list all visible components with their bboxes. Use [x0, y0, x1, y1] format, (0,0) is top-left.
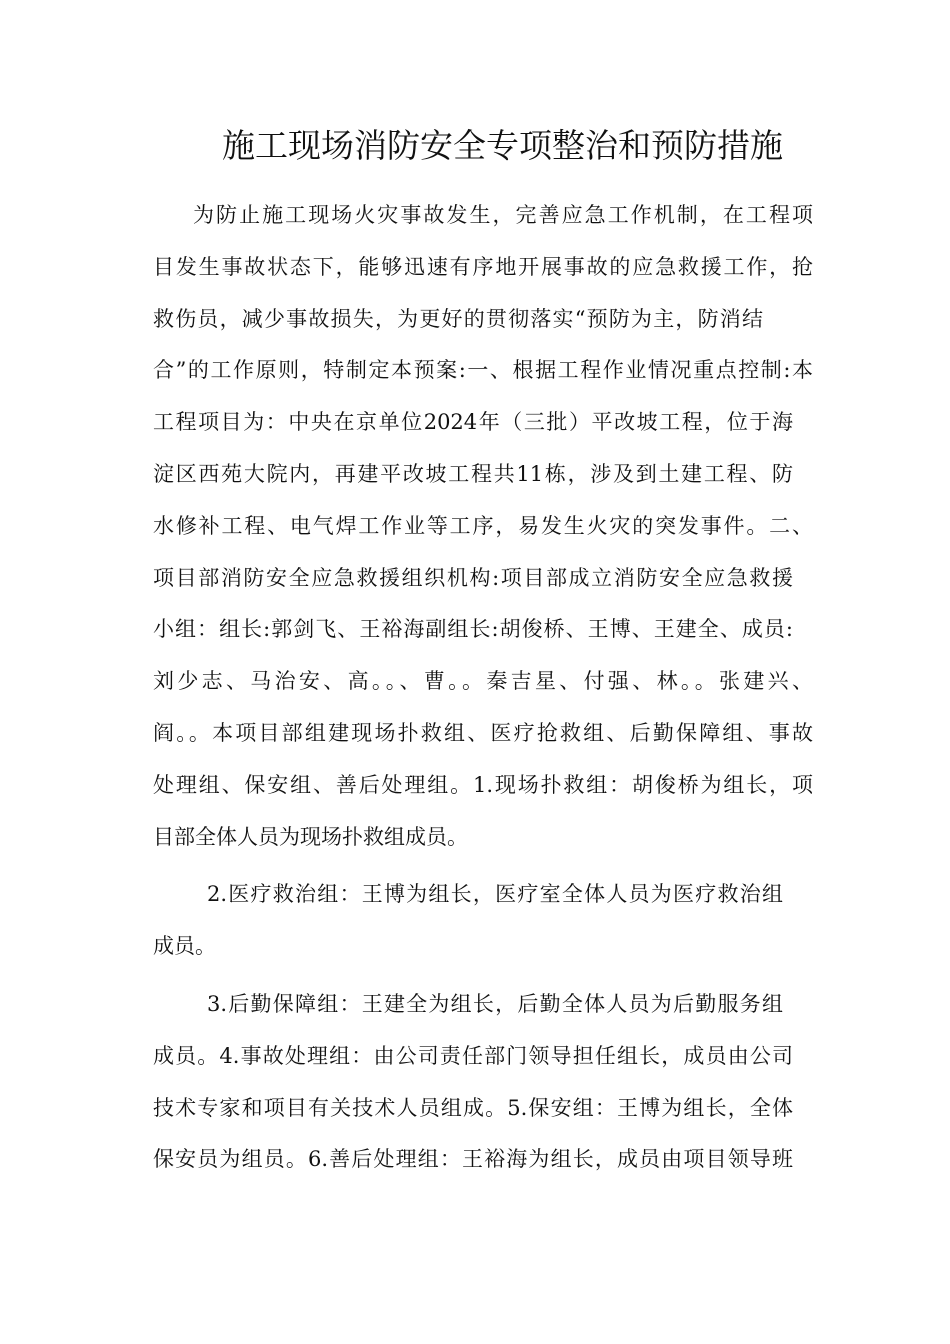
- body-line: 小组：组长:郭剑飞、王裕海副组长:胡俊桥、王博、王建全、成员:: [153, 617, 793, 642]
- body-line: 刘少志、马治安、高。。、曹。。秦吉星、付强、林。。张建兴、: [153, 669, 813, 694]
- body-line: 目发生事故状态下，能够迅速有序地开展事故的应急救援工作，抢: [153, 254, 813, 279]
- body-line: 处理组、保安组、善后处理组。1.现场扑救组：胡俊桥为组长，项: [153, 772, 813, 797]
- body-line: 阎。。本项目部组建现场扑救组、医疗抢救组、后勤保障组、事故: [153, 720, 813, 745]
- body-line: 水修补工程、电气焊工作业等工序，易发生火灾的突发事件。二、: [153, 513, 813, 538]
- body-line: 工程项目为：中央在京单位2024年（三批）平改坡工程，位于海: [153, 410, 793, 435]
- body-line: 救伤员，减少事故损失，为更好的贯彻落实“预防为主，防消结: [153, 306, 763, 331]
- document-body: [153, 190, 813, 1186]
- body-line: 目部全体人员为现场扑救组成员。: [153, 824, 468, 849]
- body-line: 项目部消防安全应急救援组织机构:项目部成立消防安全应急救援: [153, 565, 793, 590]
- body-line: 保安员为组员。6.善后处理组：王裕海为组长，成员由项目领导班: [153, 1147, 793, 1172]
- body-line: 3.后勤保障组：王建全为组长，后勤全体人员为后勤服务组: [207, 991, 783, 1016]
- document-title: 施工现场消防安全专项整治和预防措施: [222, 126, 783, 165]
- body-line: 技术专家和项目有关技术人员组成。5.保安组：王博为组长，全体: [153, 1095, 793, 1120]
- body-line: 合”的工作原则，特制定本预案:一、根据工程作业情况重点控制:本: [153, 358, 813, 383]
- body-line: 淀区西苑大院内，再建平改坡工程共11栋，涉及到土建工程、防: [153, 461, 793, 486]
- body-line: 成员。4.事故处理组：由公司责任部门领导担任组长，成员由公司: [153, 1043, 793, 1068]
- body-line: 成员。: [153, 934, 216, 959]
- body-line: 为防止施工现场火灾事故发生，完善应急工作机制，在工程项: [193, 203, 813, 227]
- body-line: 2.医疗救治组：王博为组长，医疗室全体人员为医疗救治组: [207, 882, 783, 907]
